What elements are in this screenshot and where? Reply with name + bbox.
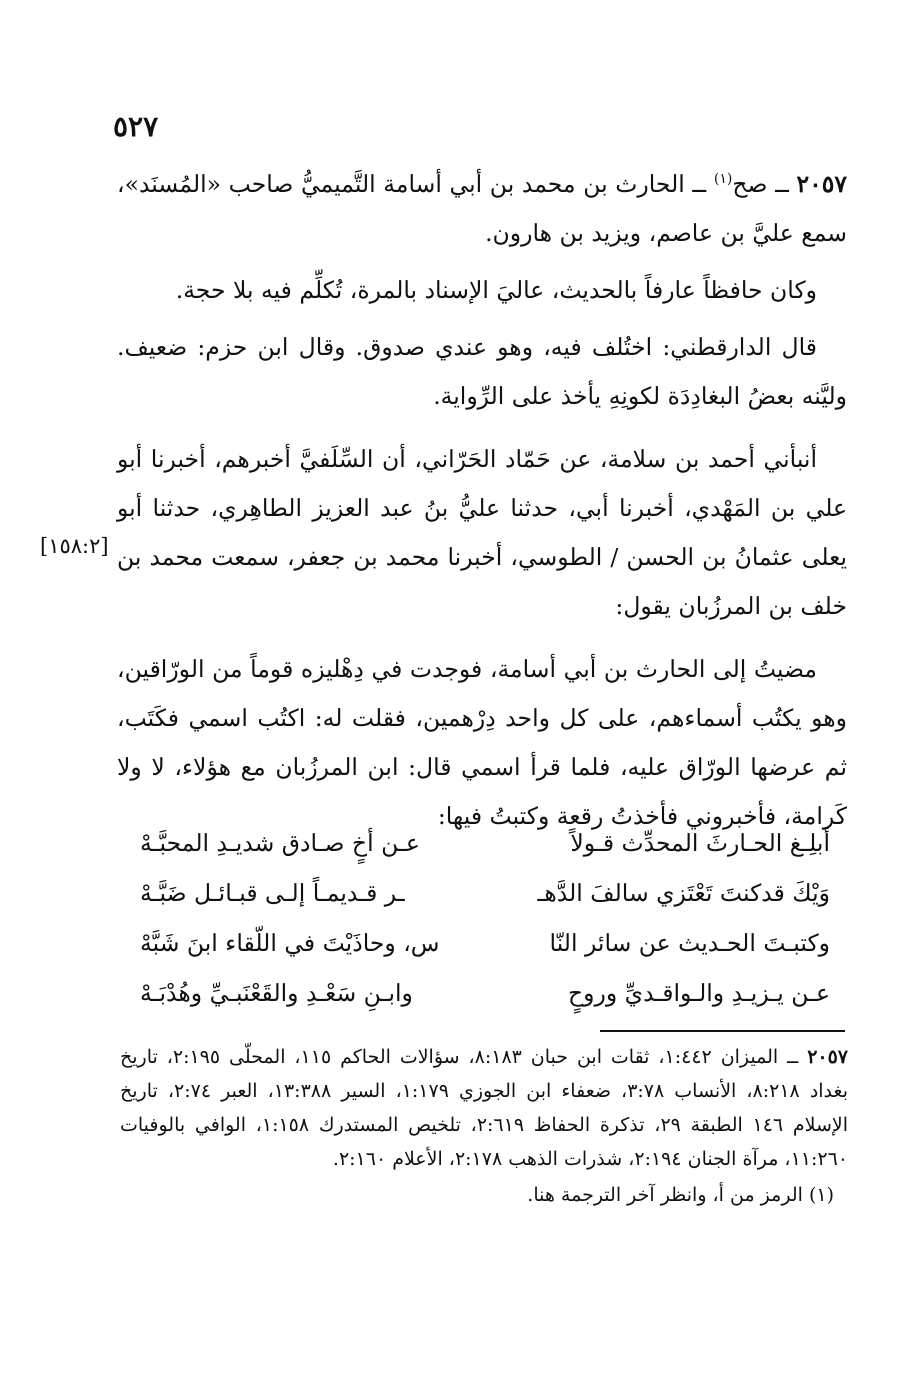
margin-reference: [١٥٨:٢] — [40, 534, 109, 558]
verse-second-hemistich: ـر قـديمـاً إلـى قبـائـل ضَبَّـهْ — [140, 879, 405, 907]
poem — [140, 818, 830, 1018]
page-number: ٥٢٧ — [113, 110, 159, 143]
footnote-marker: (١) — [713, 171, 733, 188]
footnotes — [120, 1040, 848, 1212]
paragraph-assessment: قال الدارقطني: اختُلف فيه، وهو عندي صدوق. وقال ابن حزم: ضعيف. وليَّنه بعضُ البغادِدَة لكونِهِ يأخذ على الرِّواية. — [117, 333, 847, 410]
entry-code: صح — [732, 170, 768, 198]
footnote-divider — [600, 1030, 845, 1032]
entry-header — [117, 160, 847, 258]
entry-header-text: ــ الحارث بن محمد بن أبي أسامة التَّميميُّ صاحب «المُسنَد»، سمع عليَّ بن عاصم، ويزيد بن هارون. — [117, 170, 847, 247]
footnote-sources-text: ــ الميزان ١:٤٤٢، ثقات ابن حبان ٨:١٨٣، سؤالات الحاكم ١١٥، المحلّى ٢:١٩٥، تاريخ بغداد ٨:٢١٨، الأنساب ٣:٧٨، ضعفاء ابن الجوزي ١:١٧٩، السير ١٣:٣٨٨، العبر ٢:٧٤، تاريخ الإسلام ١٤٦ الطبقة ٢٩، تذكرة الحفاظ ٢:٦١٩، تلخيص المستدرك ١:١٥٨، الوافي بالوفيات ١١:٢٦٠، مرآة الجنان ٢:١٩٤، شذرات الذهب ٢:١٧٨، الأعلام ٢:١٦٠. — [120, 1046, 849, 1170]
paragraph-narrative: مضيتُ إلى الحارث بن أبي أسامة، فوجدت في دِهْليزه قوماً من الورّاقين، وهو يكتُب أسماءهم، على كل واحد دِرْهمين، فقلت له: اكتُب اسمي فكَتَب، ثم عرضها الورّاق عليه، فلما قرأ اسمي قال: ابن المرزُبان مع هؤلاء، لا ولا كَرامة، فأخبروني فأخذتُ رقعة وكتبتُ فيها: — [117, 655, 847, 830]
poem-verse — [140, 868, 830, 918]
poem-verse — [140, 918, 830, 968]
verse-second-hemistich: س، وحاذَيْتَ في اللّقاء ابنَ شَبَّهْ — [140, 929, 440, 957]
verse-second-hemistich: عـن أخٍ صـادق شديـدِ المحبَّـهْ — [140, 829, 420, 857]
footnote-note-marker: (١) — [808, 1184, 834, 1206]
footnote-note — [120, 1178, 848, 1212]
poem-verse — [140, 968, 830, 1018]
verse-first-hemistich: وكتبـتَ الحـديث عن سائر النّا — [549, 929, 830, 957]
footnote-entry-number: ٢٠٥٧ — [807, 1046, 849, 1068]
entry-dash: ــ — [767, 170, 797, 198]
verse-first-hemistich: وَيْكَ قدكنتَ تَعْتَزي سالفَ الدَّهـ — [537, 879, 830, 907]
entry-number: ٢٠٥٧ — [796, 170, 847, 198]
main-text — [117, 160, 847, 841]
footnote-sources — [120, 1040, 848, 1176]
verse-first-hemistich: أبلِـغ الحـارثَ المحدِّث قـولاً — [570, 829, 830, 857]
paragraph-description: وكان حافظاً عارفاً بالحديث، عاليَ الإسناد بالمرة، تُكلِّم فيه بلا حجة. — [175, 276, 817, 304]
verse-second-hemistich: وابـنِ سَعْـدِ والقَعْنَبـيِّ وهُدْبَـهْ — [140, 979, 413, 1007]
footnote-note-text: الرمز من أ، وانظر آخر الترجمة هنا. — [527, 1184, 809, 1206]
poem-verse — [140, 818, 830, 868]
paragraph-isnad: أنبأني أحمد بن سلامة، عن حَمّاد الحَرّاني، أن السِّلَفيَّ أخبرهم، أخبرنا أبو علي بن المَهْدي، أخبرنا أبي، حدثنا عليُّ بنُ عبد العزيز الطاهِري، حدثنا أبو يعلى عثمانُ بن الحسن / الطوسي، أخبرنا محمد بن جعفر، سمعت محمد بن خلف بن المرزُبان يقول: — [117, 445, 847, 620]
verse-first-hemistich: عـن يـزيـدِ والـواقـديِّ وروحٍ — [567, 979, 830, 1007]
